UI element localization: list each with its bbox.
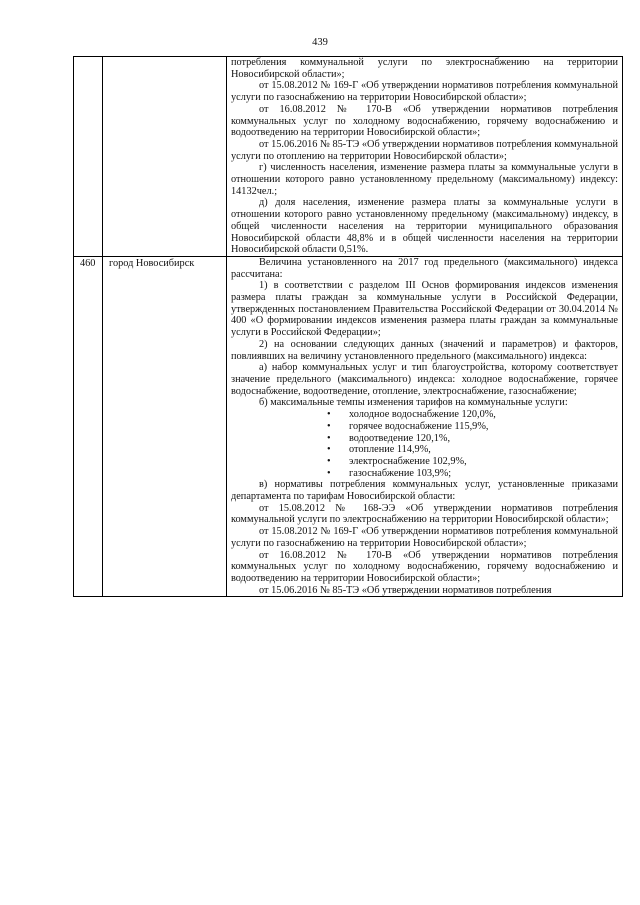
- tariff-growth-list: [231, 409, 618, 479]
- description-cell: [227, 256, 623, 596]
- list-item-text: газоснабжение 103,9%;: [349, 467, 452, 479]
- paragraph: от 16.08.2012 № 170-В «Об утверждении нормативов потребления коммунальных услуг по холодному водоснабжению, горячему водоснабжению и водоотведению на территории Новосибирской области»;: [231, 549, 618, 584]
- row-number-cell: [74, 57, 103, 257]
- description-cell: [227, 57, 623, 257]
- list-item: [327, 468, 618, 480]
- municipality-name: город Новосибирск: [109, 257, 195, 269]
- list-item-text: холодное водоснабжение 120,0%,: [349, 409, 496, 421]
- bullet-icon: •: [327, 455, 331, 467]
- bullet-icon: •: [327, 409, 331, 421]
- paragraph: от 15.08.2012 № 169-Г «Об утверждении нормативов потребления коммунальной услуги по газоснабжению на территории Новосибирской области»;: [231, 80, 618, 104]
- row-number: 460: [80, 257, 96, 269]
- paragraph: 1) в соответствии с разделом III Основ формирования индексов изменения размера платы граждан за коммунальные услуги в Российской Федерации, утвержденных постановлением Правительства Российской Федерации от 30.04.2014 № 400 «О формировании индексов изменения размера платы граждан за коммунальные услуги в Российской Федерации»;: [231, 280, 618, 339]
- list-item-text: отопление 114,9%,: [349, 444, 431, 456]
- tariff-table: [73, 56, 623, 597]
- list-item: [327, 433, 618, 445]
- table-row: [74, 57, 623, 257]
- paragraph: от 15.08.2012 № 168-ЭЭ «Об утверждении нормативов потребления коммунальной услуги по электроснабжению на территории Новосибирской области»;: [231, 502, 618, 526]
- list-item-text: водоотведение 120,1%,: [349, 432, 451, 444]
- list-item: [327, 409, 618, 421]
- paragraph: от 16.08.2012 № 170-В «Об утверждении нормативов потребления коммунальных услуг по холодному водоснабжению, горячему водоснабжению и водоотведению на территории Новосибирской области»;: [231, 103, 618, 139]
- row-number: [74, 57, 102, 58]
- paragraph: Величина установленного на 2017 год предельного (максимального) индекса рассчитана:: [231, 256, 618, 280]
- paragraph: д) доля населения, изменение размера платы за коммунальные услуги в отношении которого равно установленному предельному (максимальному) индексу, в общей численности населения на территории муниципального образования Новосибирской области 48,8% и в общей численности населения на территории Новосибирской области 0,51%.: [231, 197, 618, 256]
- list-item: [327, 456, 618, 468]
- row-number-cell: [74, 256, 103, 596]
- paragraph: в) нормативы потребления коммунальных услуг, установленные приказами департамента по тарифам Новосибирской области:: [231, 479, 618, 503]
- paragraph: 2) на основании следующих данных (значений и параметров) и факторов, повлиявших на величину установленного предельного (максимального) индекса:: [231, 338, 618, 362]
- bullet-icon: •: [327, 420, 331, 432]
- paragraph: б) максимальные темпы изменения тарифов на коммунальные услуги:: [259, 397, 568, 409]
- bullet-icon: •: [327, 467, 331, 479]
- paragraph: а) набор коммунальных услуг и тип благоустройства, которому соответствует значение предельного (максимального) индекса: холодное водоснабжение, горячее водоснабжение, водоотведение, отопление, электроснабжение, газоснабжение;: [231, 362, 618, 397]
- paragraph: от 15.08.2012 № 169-Г «Об утверждении нормативов потребления коммунальной услуги по газоснабжению на территории Новосибирской области»;: [231, 526, 618, 549]
- bullet-icon: •: [327, 432, 331, 444]
- paragraph: от 15.06.2016 № 85-ТЭ «Об утверждении нормативов потребления коммунальной услуги по отоплению на территории Новосибирской области»;: [231, 138, 618, 162]
- table-row: [74, 256, 623, 596]
- municipality-cell: [103, 256, 227, 596]
- paragraph: потребления коммунальной услуги по электроснабжению на территории Новосибирской области»;: [231, 57, 618, 80]
- list-item-text: горячее водоснабжение 115,9%,: [349, 420, 489, 432]
- list-item: [327, 421, 618, 433]
- municipality-name: [103, 57, 226, 58]
- page-number: 439: [312, 37, 328, 48]
- paragraph: г) численность населения, изменение размера платы за коммунальные услуги в отношении которого равно установленному предельному (максимальному) индексу: 14132чел.;: [231, 162, 618, 197]
- municipality-cell: [103, 57, 227, 257]
- paragraph: от 15.06.2016 № 85-ТЭ «Об утверждении нормативов потребления: [259, 584, 552, 596]
- list-item-text: электроснабжение 102,9%,: [349, 455, 467, 467]
- bullet-icon: •: [327, 444, 331, 456]
- list-item: [327, 444, 618, 456]
